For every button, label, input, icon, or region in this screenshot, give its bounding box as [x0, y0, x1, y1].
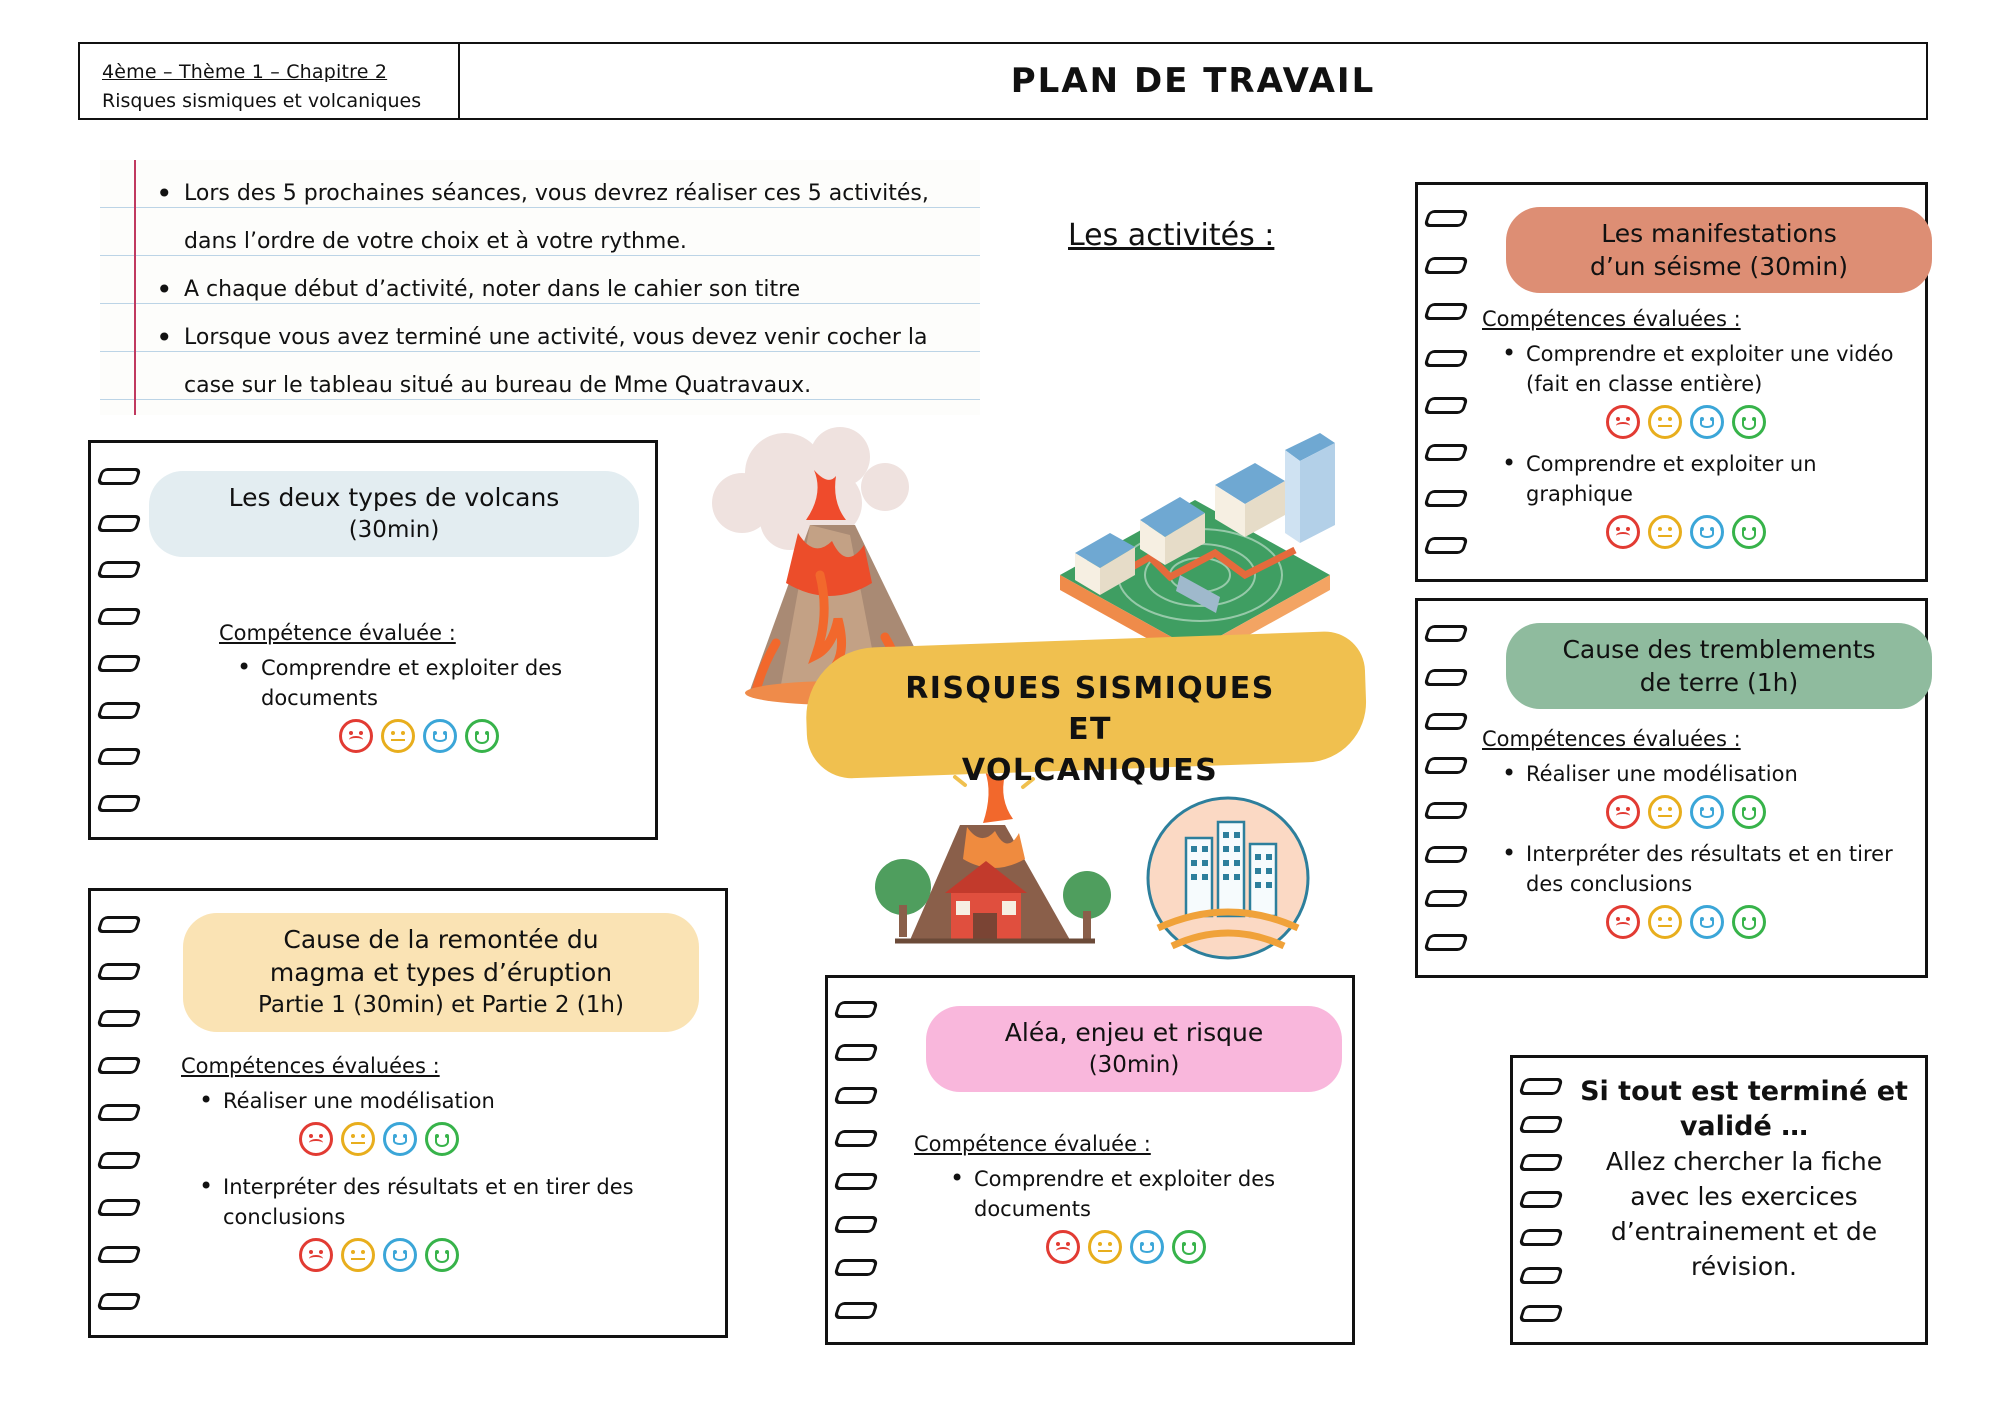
- neutral-smiley[interactable]: [1088, 1230, 1122, 1264]
- list-item: • Interpréter des résultats et en tirer des conclusions: [197, 1172, 709, 1232]
- competence-list-2: [1476, 449, 1909, 509]
- competence-label: Compétences évaluées :: [1482, 727, 1741, 751]
- ok-smiley[interactable]: [423, 719, 457, 753]
- header-chapter: Risques sismiques et volcaniques: [102, 89, 422, 112]
- smiley-rating-row[interactable]: [299, 1122, 709, 1156]
- card-manifestations-seisme: [1415, 182, 1928, 582]
- final-title-line1: Si tout est terminé et: [1580, 1076, 1908, 1107]
- list-item: • Lorsque vous avez terminé une activité, vous devez venir cocher la case sur le tableau situé au bureau de Mme Quatravaux.: [150, 314, 964, 410]
- card-tremblements-de-terre: [1415, 598, 1928, 978]
- center-banner-text: [880, 668, 1300, 791]
- card-title: Aléa, enjeu et risque: [1004, 1018, 1264, 1047]
- smiley-rating-row[interactable]: [1606, 905, 1909, 939]
- header-level: 4ème – Thème 1 – Chapitre 2: [102, 60, 388, 83]
- card-duration: (30min): [348, 517, 440, 543]
- competence-list-2: [1476, 839, 1909, 899]
- final-card-text: [1579, 1074, 1909, 1284]
- sad-smiley[interactable]: [299, 1122, 333, 1156]
- competence-list: [886, 1164, 1336, 1224]
- smiley-rating-row[interactable]: [339, 719, 639, 753]
- card-title-pill: [1506, 623, 1932, 709]
- final-body: Allez chercher la fiche avec les exercices d’entrainement et de révision.: [1605, 1147, 1883, 1281]
- list-item: • Interpréter des résultats et en tirer des conclusions: [1500, 839, 1909, 899]
- instructions-note: [100, 160, 980, 415]
- happy-smiley[interactable]: [1172, 1230, 1206, 1264]
- card-duration: (30min): [1088, 1052, 1180, 1078]
- page-title: PLAN DE TRAVAIL: [1010, 61, 1376, 101]
- banner-line-2: VOLCANIQUES: [961, 753, 1219, 788]
- card-title-pill: [183, 913, 699, 1032]
- competence-list: [1476, 759, 1909, 789]
- competence-label: Compétence évaluée :: [219, 621, 456, 645]
- spiral-binding-icon: [1521, 1068, 1563, 1332]
- sad-smiley[interactable]: [1606, 405, 1640, 439]
- neutral-smiley[interactable]: [1648, 905, 1682, 939]
- spiral-binding-icon: [99, 901, 141, 1325]
- sad-smiley[interactable]: [1606, 515, 1640, 549]
- ok-smiley[interactable]: [383, 1122, 417, 1156]
- card-alea-enjeu-risque: [825, 975, 1355, 1345]
- instructions-list: [150, 170, 964, 410]
- happy-smiley[interactable]: [1732, 795, 1766, 829]
- spiral-binding-icon: [1426, 195, 1468, 569]
- smiley-rating-row[interactable]: [1606, 795, 1909, 829]
- happy-smiley[interactable]: [425, 1122, 459, 1156]
- card-si-tout-est-termine: [1510, 1055, 1928, 1345]
- card-title-pill: [1506, 207, 1932, 293]
- competence-list: [149, 1086, 709, 1116]
- ok-smiley[interactable]: [1690, 795, 1724, 829]
- list-item: • Comprendre et exploiter des documents: [235, 653, 639, 713]
- list-item: • Comprendre et exploiter un graphique: [1500, 449, 1909, 509]
- spiral-binding-icon: [836, 988, 878, 1332]
- list-item: • Comprendre et exploiter une vidéo (fait en classe entière): [1500, 339, 1909, 399]
- competence-list: [149, 653, 639, 713]
- ok-smiley[interactable]: [1690, 405, 1724, 439]
- card-title-pill: [149, 471, 639, 557]
- smiley-rating-row[interactable]: [1606, 515, 1909, 549]
- list-item: • Réaliser une modélisation: [1500, 759, 1909, 789]
- card-remontee-magma: [88, 888, 728, 1338]
- spiral-binding-icon: [1426, 611, 1468, 965]
- card-title-pill: [926, 1006, 1342, 1092]
- card-types-de-volcans: [88, 440, 658, 840]
- final-title-line2: validé …: [1679, 1111, 1809, 1142]
- card-title-line2: de terre (1h): [1639, 668, 1799, 697]
- sad-smiley[interactable]: [1606, 795, 1640, 829]
- list-item: • A chaque début d’activité, noter dans le cahier son titre: [150, 266, 964, 314]
- banner-line-1: RISQUES SISMIQUES ET: [905, 671, 1275, 747]
- sad-smiley[interactable]: [1606, 905, 1640, 939]
- ok-smiley[interactable]: [1130, 1230, 1164, 1264]
- sad-smiley[interactable]: [1046, 1230, 1080, 1264]
- neutral-smiley[interactable]: [1648, 515, 1682, 549]
- ok-smiley[interactable]: [1690, 905, 1724, 939]
- card-title-line2: magma et types d’éruption: [269, 958, 613, 987]
- ok-smiley[interactable]: [1690, 515, 1724, 549]
- header: [78, 42, 1928, 120]
- list-item: • Lors des 5 prochaines séances, vous devrez réaliser ces 5 activités, dans l’ordre de votre choix et à votre rythme.: [150, 170, 964, 266]
- volcano-village-illustration: [855, 765, 1155, 965]
- neutral-smiley[interactable]: [1648, 795, 1682, 829]
- card-duration: Partie 1 (30min) et Partie 2 (1h): [258, 992, 624, 1018]
- smiley-rating-row[interactable]: [1606, 405, 1909, 439]
- sad-smiley[interactable]: [299, 1238, 333, 1272]
- list-item: • Réaliser une modélisation: [197, 1086, 709, 1116]
- spiral-binding-icon: [99, 453, 141, 827]
- card-title-line1: Les manifestations: [1601, 219, 1837, 248]
- neutral-smiley[interactable]: [381, 719, 415, 753]
- city-waves-emblem: [1128, 778, 1328, 978]
- competence-label: Compétences évaluées :: [181, 1054, 440, 1078]
- card-title-line1: Cause des tremblements: [1562, 635, 1876, 664]
- ok-smiley[interactable]: [383, 1238, 417, 1272]
- competence-label: Compétences évaluées :: [1482, 307, 1741, 331]
- list-item: • Comprendre et exploiter des documents: [948, 1164, 1336, 1224]
- happy-smiley[interactable]: [425, 1238, 459, 1272]
- happy-smiley[interactable]: [1732, 905, 1766, 939]
- happy-smiley[interactable]: [1732, 405, 1766, 439]
- happy-smiley[interactable]: [1732, 515, 1766, 549]
- activities-heading: Les activités :: [1068, 218, 1275, 253]
- competence-list: [1476, 339, 1909, 399]
- competence-list-2: [149, 1172, 709, 1232]
- sad-smiley[interactable]: [339, 719, 373, 753]
- smiley-rating-row[interactable]: [299, 1238, 709, 1272]
- card-title: Les deux types de volcans: [228, 483, 560, 512]
- neutral-smiley[interactable]: [341, 1238, 375, 1272]
- card-title-line2: d’un séisme (30min): [1590, 252, 1848, 281]
- header-chapter-info: [80, 44, 460, 118]
- neutral-smiley[interactable]: [1648, 405, 1682, 439]
- competence-label: Compétence évaluée :: [914, 1132, 1151, 1156]
- neutral-smiley[interactable]: [341, 1122, 375, 1156]
- happy-smiley[interactable]: [465, 719, 499, 753]
- card-title-line1: Cause de la remontée du: [283, 925, 599, 954]
- smiley-rating-row[interactable]: [1046, 1230, 1336, 1264]
